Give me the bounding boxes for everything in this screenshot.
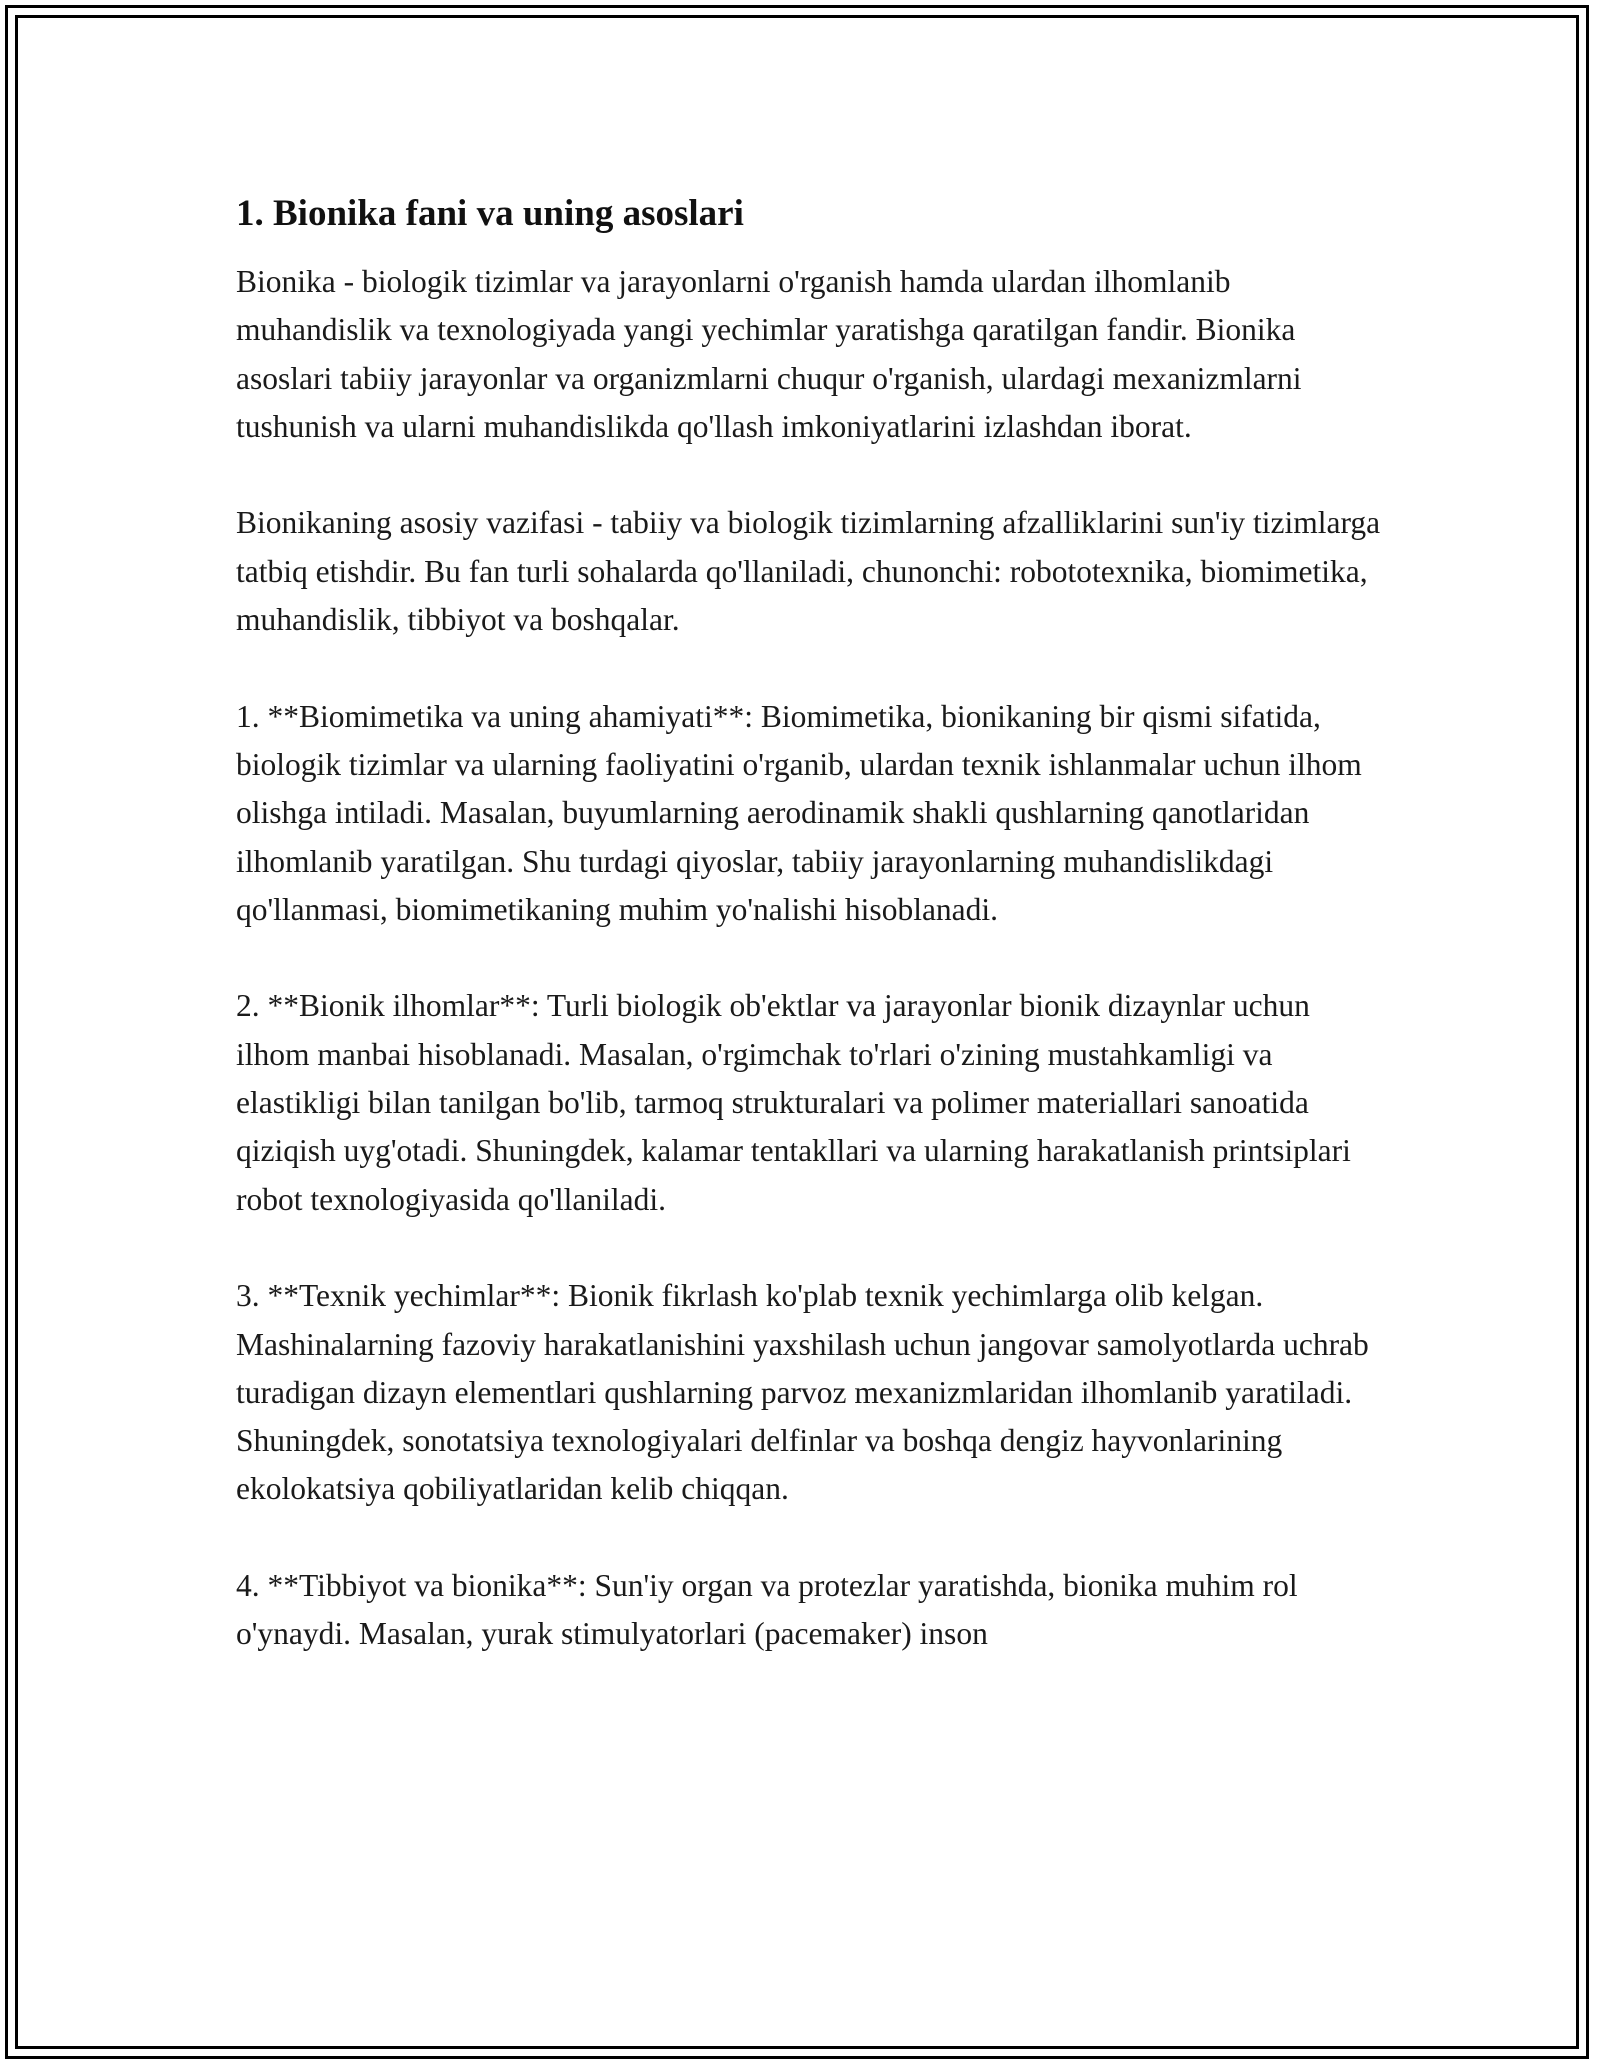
paragraph-biomimetics: 1. **Biomimetika va uning ahamiyati**: Biomimetika, bionikaning bir qismi sifatida, biologik tizimlar va ularning faoliyatini o'rganib, ulardan texnik ishlanmalar uchun ilhom olishga intiladi. Masalan, buyumlarning aerodinamik shakli qushlarning qanotlaridan ilhomlanib yaratilgan. Shu turdagi qiyoslar, tabiiy jarayonlarning muhandislikdagi qo'llanmasi, biomimetikaning muhim yo'nalishi hisoblanadi. [236, 698, 1362, 927]
document-title: 1. Bionika fani va uning asoslari [236, 193, 744, 234]
paragraph-main-task: Bionikaning asosiy vazifasi - tabiiy va biologik tizimlarning afzalliklarini sun'iy tizimlarga tatbiq etishdir. Bu fan turli sohalarda qo'llaniladi, chunonchi: robototexnika, biomimetika, muhandislik, tibbiyot va boshqalar. [236, 505, 1381, 638]
paragraph-bionic-inspirations: 2. **Bionik ilhomlar**: Turli biologik ob'ektlar va jarayonlar bionik dizaynlar uchun ilhom manbai hisoblanadi. Masalan, o'rgimchak to'rlari o'zining mustahkamligi va elastikligi bilan tanilgan bo'lib, tarmoq strukturalari va polimer materiallari sanoatida qiziqish uyg'otadi. Shuningdek, kalamar tentakllari va ularning harakatlanish printsiplari robot texnologiyasida qo'llaniladi. [236, 988, 1351, 1217]
paragraph-intro: Bionika - biologik tizimlar va jarayonlarni o'rganish hamda ulardan ilhomlanib muhandislik va texnologiyada yangi yechimlar yaratishga qaratilgan fandir. Bionika asoslari tabiiy jarayonlar va organizmlarni chuqur o'rganish, ulardagi mexanizmlarni tushunish va ularni muhandislikda qo'llash imkoniyatlarini izlashdan iborat. [236, 264, 1302, 444]
document-body [236, 186, 1386, 1659]
paragraph-medicine-bionics: 4. **Tibbiyot va bionika**: Sun'iy organ va protezlar yaratishda, bionika muhim rol o'ynaydi. Masalan, yurak stimulyatorlari (pacemaker) inson [236, 1568, 1298, 1652]
paragraph-technical-solutions: 3. **Texnik yechimlar**: Bionik fikrlash ko'plab texnik yechimlarga olib kelgan. Mashinalarning fazoviy harakatlanishini yaxshilash uchun jangovar samolyotlarda uchrab turadigan dizayn elementlari qushlarning parvoz mexanizmlaridan ilhomlanib yaratiladi. Shuningdek, sonotatsiya texnologiyalari delfinlar va boshqa dengiz hayvonlarining ekolokatsiya qobiliyatlaridan kelib chiqqan. [236, 1278, 1369, 1507]
